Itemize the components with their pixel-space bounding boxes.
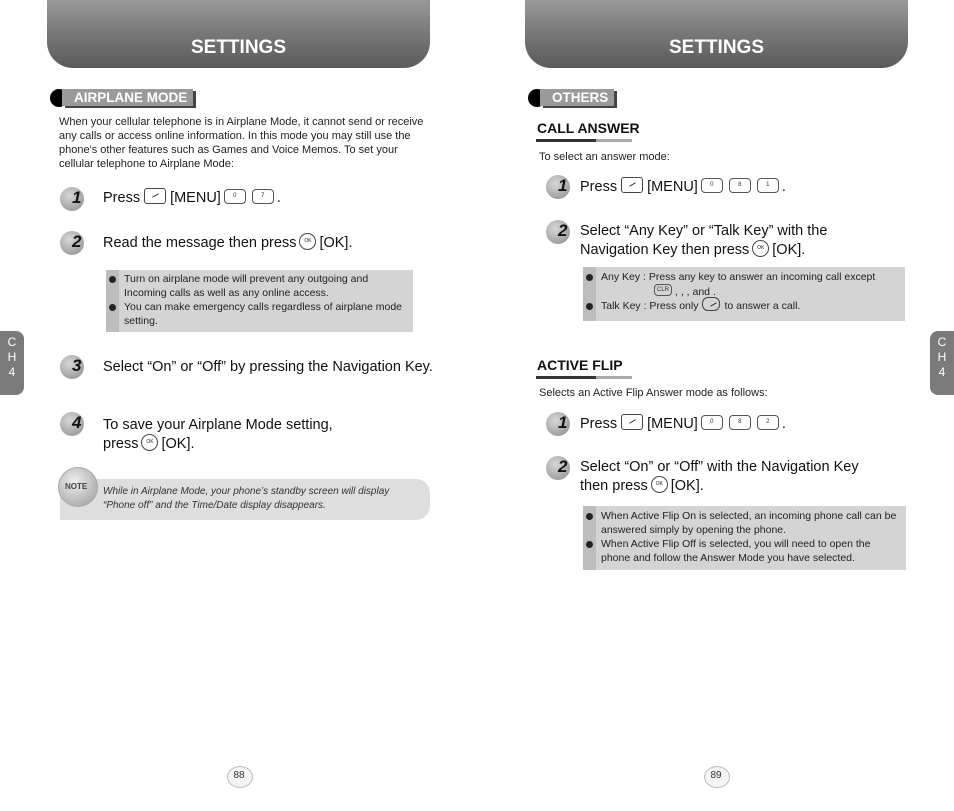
bullet-icon [586,274,593,281]
ok-key-icon: OK [651,476,668,493]
note-icon: NOTE [58,467,98,507]
active-flip-info-box [583,506,906,570]
left-page-banner [47,0,430,68]
airplane-step-3: Select “On” or “Off” by pressing the Navigation Key. [103,359,433,375]
step-number-3: 3 [60,353,86,379]
airplane-step-4: To save your Airplane Mode setting, press OK [OK]. [103,417,333,452]
info-item: When Active Flip On is selected, an incoming phone call can be answered simply by opening the phone. [601,510,897,536]
ok-key-icon: OK [299,233,316,250]
note-text: While in Airplane Mode, your phone’s standby screen will display “Phone off” and the Time/Date display disappears. [103,486,390,511]
info-item: When Active Flip Off is selected, you will need to open the phone and follow the Answer Mode you have selected. [601,538,871,564]
call-answer-heading: CALL ANSWER [537,120,640,136]
page-number-89: 89 [702,764,730,788]
call-answer-step-1: Press [MENU] 0 8 1 . [580,179,786,195]
bullet-icon [586,303,593,310]
info-item: Turn on airplane mode will prevent any outgoing and Incoming calls as well as any online access. [124,273,369,299]
soft-key-icon [621,414,643,430]
info-item: Any Key : Press any key to answer an incoming call except [601,271,876,283]
info-item: You can make emergency calls regardless of airplane mode setting. [124,301,403,327]
step-number-4: 4 [60,410,86,436]
step-number-1: 1 [60,185,86,211]
right-page-banner [525,0,908,68]
soft-key-icon [621,177,643,193]
step-number-2: 2 [546,454,572,480]
bullet-icon [586,541,593,548]
active-flip-step-2: Select “On” or “Off” with the Navigation Key then press OK [OK]. [580,459,859,494]
number-key-icon: 0 [701,415,723,430]
number-key-icon: 2 [757,415,779,430]
chapter-tab-left: C H 4 [0,331,24,395]
step-number-1: 1 [546,173,572,199]
airplane-intro: When your cellular telephone is in Airplane Mode, it cannot send or receive any calls or access online information. In this mode you may still use the phone's other features such as Games and Voice Memos. To set your cellular telephone to Airplane Mode: [59,116,424,170]
ok-key-icon: OK [752,240,769,257]
bullet-icon [109,304,116,311]
number-key-icon: 0 [224,189,246,204]
info-item: Talk Key : Press only to answer a call. [601,299,901,313]
call-answer-step-2: Select “Any Key” or “Talk Key” with the Navigation Key then press OK [OK]. [580,223,828,258]
number-key-icon: 7 [252,189,274,204]
active-flip-step-1: Press [MENU] 0 8 2 . [580,416,786,432]
number-key-icon: 0 [701,178,723,193]
bullet-icon [109,276,116,283]
ok-key-icon: OK [141,434,158,451]
step-number-1: 1 [546,410,572,436]
airplane-step-2: Read the message then press OK [OK]. [103,234,353,253]
clear-key-icon: CLR [654,284,672,296]
call-answer-info-box [583,267,905,321]
airplane-step-1: Press [MENU] 0 7 . [103,190,281,206]
right-page-title: SETTINGS [668,37,764,58]
number-key-icon: 8 [729,178,751,193]
number-key-icon: 1 [757,178,779,193]
info-item: CLR , , , and . [651,285,716,299]
note-box [60,479,430,520]
number-key-icon: 8 [729,415,751,430]
call-answer-intro: To select an answer mode: [539,151,670,163]
left-page-title: SETTINGS [190,37,286,58]
active-flip-intro: Selects an Active Flip Answer mode as follows: [539,387,768,399]
page-number-88: 88 [225,764,253,788]
soft-key-icon [144,188,166,204]
chapter-tab-right: C H 4 [930,331,954,395]
bullet-icon [586,513,593,520]
active-flip-heading: ACTIVE FLIP [537,357,623,373]
step-number-2: 2 [546,218,572,244]
airplane-info-box [106,270,413,332]
step-number-2: 2 [60,229,86,255]
talk-key-icon [702,297,720,311]
